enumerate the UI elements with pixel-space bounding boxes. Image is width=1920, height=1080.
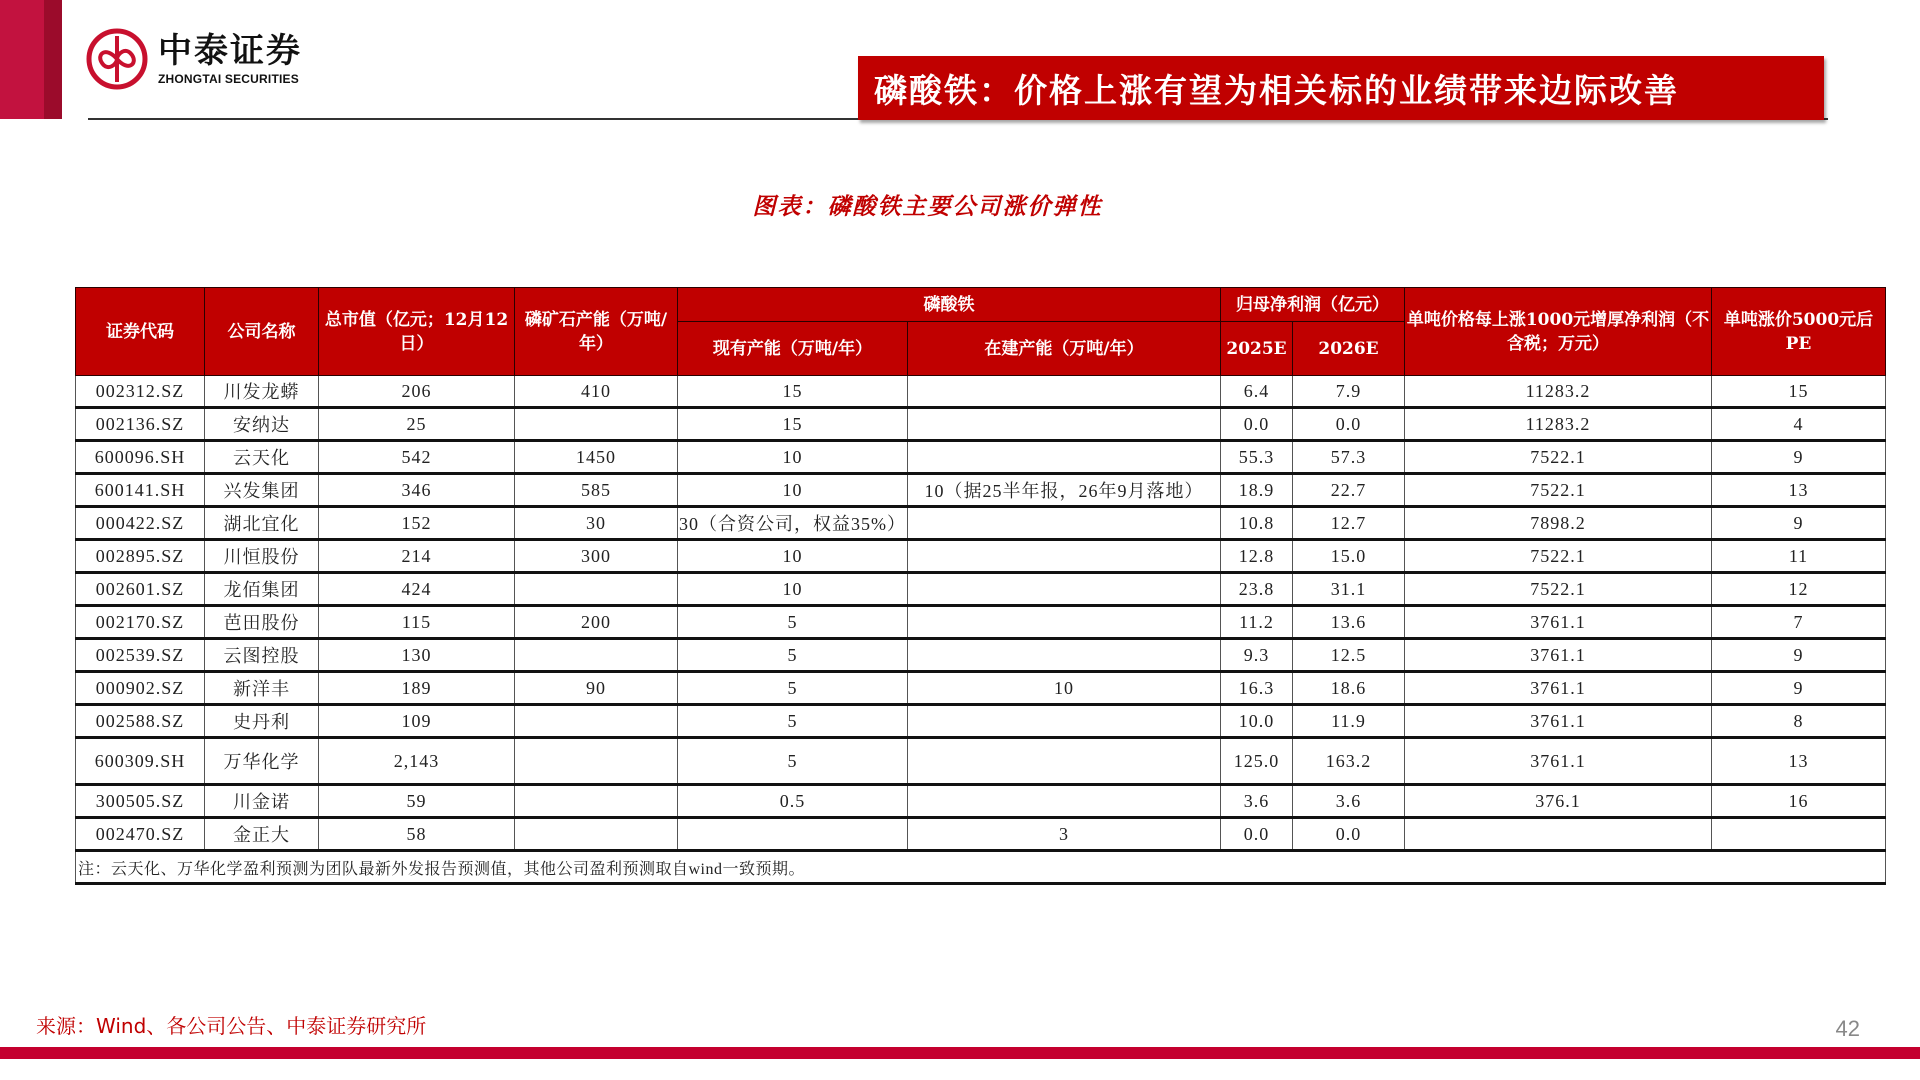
cell-ore-capacity (515, 818, 678, 851)
table-row (76, 408, 1886, 441)
cell-ore-capacity (515, 408, 678, 441)
cell-profit-2025: 23.8 (1221, 573, 1293, 606)
cell-pe-after: 8 (1712, 705, 1886, 738)
cell-profit-2025: 16.3 (1221, 672, 1293, 705)
cell-name: 金正大 (205, 818, 319, 851)
table-row (76, 606, 1886, 639)
cell-profit-2026: 31.1 (1293, 573, 1405, 606)
header-fepo4-building: 在建产能（万吨/年） (908, 322, 1221, 376)
table-row (76, 441, 1886, 474)
cell-pe-after: 12 (1712, 573, 1886, 606)
cell-code: 002170.SZ (76, 606, 205, 639)
slide-title: 磷酸铁：价格上涨有望为相关标的业绩带来边际改善 (874, 70, 1679, 110)
cell-profit-increase: 11283.2 (1405, 376, 1712, 408)
cell-name: 新洋丰 (205, 672, 319, 705)
cell-profit-2026: 12.7 (1293, 507, 1405, 540)
table-note-row (76, 851, 1886, 884)
cell-profit-2025: 0.0 (1221, 818, 1293, 851)
cell-pe-after: 9 (1712, 441, 1886, 474)
cell-pe-after (1712, 818, 1886, 851)
cell-name: 云天化 (205, 441, 319, 474)
cell-code: 000902.SZ (76, 672, 205, 705)
cell-profit-increase: 7522.1 (1405, 474, 1712, 507)
cell-fepo4-existing: 15 (678, 408, 908, 441)
cell-name: 川恒股份 (205, 540, 319, 573)
cell-name: 龙佰集团 (205, 573, 319, 606)
cell-name: 史丹利 (205, 705, 319, 738)
header-code: 证券代码 (76, 288, 205, 376)
cell-market-cap: 424 (319, 573, 515, 606)
cell-market-cap: 542 (319, 441, 515, 474)
cell-name: 万华化学 (205, 738, 319, 785)
cell-profit-increase: 3761.1 (1405, 606, 1712, 639)
header-name: 公司名称 (205, 288, 319, 376)
cell-fepo4-building: 3 (908, 818, 1221, 851)
header-profit-group: 归母净利润（亿元） (1221, 288, 1405, 322)
cell-market-cap: 59 (319, 785, 515, 818)
brand-logo (86, 28, 302, 90)
header-market-cap: 总市值（亿元；12月12日） (319, 288, 515, 376)
cell-fepo4-building (908, 738, 1221, 785)
brand-name-cn: 中泰证券 (158, 31, 302, 71)
cell-profit-increase (1405, 818, 1712, 851)
table-row (76, 474, 1886, 507)
cell-fepo4-existing: 5 (678, 705, 908, 738)
cell-pe-after: 11 (1712, 540, 1886, 573)
cell-fepo4-existing: 5 (678, 639, 908, 672)
cell-profit-increase: 7898.2 (1405, 507, 1712, 540)
cell-fepo4-building (908, 540, 1221, 573)
table-row (76, 818, 1886, 851)
table-row (76, 785, 1886, 818)
cell-name: 湖北宜化 (205, 507, 319, 540)
cell-profit-increase: 3761.1 (1405, 705, 1712, 738)
cell-ore-capacity: 30 (515, 507, 678, 540)
table-row (76, 507, 1886, 540)
cell-code: 000422.SZ (76, 507, 205, 540)
table-row (76, 639, 1886, 672)
cell-profit-2026: 15.0 (1293, 540, 1405, 573)
header-fepo4-group: 磷酸铁 (678, 288, 1221, 322)
cell-market-cap: 152 (319, 507, 515, 540)
cell-profit-increase: 11283.2 (1405, 408, 1712, 441)
cell-profit-2025: 11.2 (1221, 606, 1293, 639)
cell-fepo4-building (908, 606, 1221, 639)
cell-fepo4-existing: 0.5 (678, 785, 908, 818)
cell-ore-capacity: 1450 (515, 441, 678, 474)
cell-market-cap: 206 (319, 376, 515, 408)
cell-profit-2026: 0.0 (1293, 408, 1405, 441)
cell-market-cap: 214 (319, 540, 515, 573)
cell-ore-capacity (515, 705, 678, 738)
cell-profit-2025: 12.8 (1221, 540, 1293, 573)
zhongtai-logo-icon (86, 28, 148, 90)
cell-fepo4-building (908, 573, 1221, 606)
cell-fepo4-building (908, 376, 1221, 408)
cell-pe-after: 7 (1712, 606, 1886, 639)
cell-pe-after: 9 (1712, 639, 1886, 672)
cell-code: 002895.SZ (76, 540, 205, 573)
cell-profit-2025: 6.4 (1221, 376, 1293, 408)
cell-ore-capacity: 300 (515, 540, 678, 573)
cell-fepo4-existing: 10 (678, 474, 908, 507)
header-pe-after: 单吨涨价5000元后PE (1712, 288, 1886, 376)
cell-fepo4-building: 10 (908, 672, 1221, 705)
cell-ore-capacity: 90 (515, 672, 678, 705)
cell-profit-2026: 11.9 (1293, 705, 1405, 738)
cell-ore-capacity: 410 (515, 376, 678, 408)
cell-profit-2026: 18.6 (1293, 672, 1405, 705)
table-row (76, 705, 1886, 738)
footer-bar (0, 1047, 1920, 1059)
cell-ore-capacity: 200 (515, 606, 678, 639)
cell-code: 002601.SZ (76, 573, 205, 606)
cell-profit-increase: 3761.1 (1405, 672, 1712, 705)
cell-fepo4-existing: 5 (678, 672, 908, 705)
cell-name: 安纳达 (205, 408, 319, 441)
cell-code: 300505.SZ (76, 785, 205, 818)
header-profit-increase: 单吨价格每上涨1000元增厚净利润（不含税；万元） (1405, 288, 1712, 376)
cell-pe-after: 4 (1712, 408, 1886, 441)
cell-pe-after: 13 (1712, 738, 1886, 785)
cell-code: 002539.SZ (76, 639, 205, 672)
table-row (76, 376, 1886, 408)
figure-caption: 图表：磷酸铁主要公司涨价弹性 (752, 194, 1103, 220)
cell-code: 600141.SH (76, 474, 205, 507)
cell-fepo4-existing: 5 (678, 606, 908, 639)
header-fepo4-existing: 现有产能（万吨/年） (678, 322, 908, 376)
header-profit-2025: 2025E (1221, 322, 1293, 376)
cell-profit-2026: 12.5 (1293, 639, 1405, 672)
cell-market-cap: 2,143 (319, 738, 515, 785)
brand-name-en: ZHONGTAI SECURITIES (158, 72, 299, 86)
cell-profit-2025: 10.0 (1221, 705, 1293, 738)
header-ore-capacity: 磷矿石产能（万吨/年） (515, 288, 678, 376)
cell-market-cap: 130 (319, 639, 515, 672)
cell-code: 002312.SZ (76, 376, 205, 408)
cell-fepo4-existing: 5 (678, 738, 908, 785)
cell-pe-after: 9 (1712, 672, 1886, 705)
cell-profit-2026: 163.2 (1293, 738, 1405, 785)
cell-profit-2025: 0.0 (1221, 408, 1293, 441)
cell-market-cap: 109 (319, 705, 515, 738)
cell-profit-2025: 9.3 (1221, 639, 1293, 672)
cell-fepo4-existing: 10 (678, 441, 908, 474)
cell-code: 002588.SZ (76, 705, 205, 738)
cell-profit-increase: 7522.1 (1405, 441, 1712, 474)
side-accent-bar (0, 0, 44, 119)
cell-ore-capacity (515, 639, 678, 672)
cell-fepo4-building (908, 639, 1221, 672)
cell-market-cap: 346 (319, 474, 515, 507)
cell-profit-increase: 7522.1 (1405, 573, 1712, 606)
cell-code: 600309.SH (76, 738, 205, 785)
cell-market-cap: 115 (319, 606, 515, 639)
cell-fepo4-building (908, 705, 1221, 738)
cell-name: 川发龙蟒 (205, 376, 319, 408)
table-row (76, 738, 1886, 785)
cell-ore-capacity: 585 (515, 474, 678, 507)
cell-profit-2026: 22.7 (1293, 474, 1405, 507)
cell-code: 002470.SZ (76, 818, 205, 851)
cell-market-cap: 58 (319, 818, 515, 851)
slide-title-banner (858, 56, 1824, 120)
cell-profit-2025: 18.9 (1221, 474, 1293, 507)
cell-profit-increase: 3761.1 (1405, 639, 1712, 672)
page-number: 42 (1835, 1016, 1860, 1041)
cell-ore-capacity (515, 738, 678, 785)
cell-fepo4-building: 10（据25半年报，26年9月落地） (908, 474, 1221, 507)
header-profit-2026: 2026E (1293, 322, 1405, 376)
cell-code: 002136.SZ (76, 408, 205, 441)
cell-profit-2026: 57.3 (1293, 441, 1405, 474)
cell-market-cap: 25 (319, 408, 515, 441)
cell-fepo4-building (908, 785, 1221, 818)
cell-name: 兴发集团 (205, 474, 319, 507)
price-elasticity-table (75, 287, 1886, 885)
cell-fepo4-existing: 15 (678, 376, 908, 408)
cell-profit-2025: 3.6 (1221, 785, 1293, 818)
table-row (76, 540, 1886, 573)
table-row (76, 573, 1886, 606)
cell-fepo4-existing (678, 818, 908, 851)
cell-profit-2025: 125.0 (1221, 738, 1293, 785)
cell-name: 芭田股份 (205, 606, 319, 639)
cell-fepo4-existing: 30（合资公司，权益35%） (678, 507, 908, 540)
source-note: 来源：Wind、各公司公告、中泰证券研究所 (36, 1014, 427, 1038)
cell-name: 川金诺 (205, 785, 319, 818)
cell-fepo4-building (908, 507, 1221, 540)
cell-profit-2026: 0.0 (1293, 818, 1405, 851)
cell-profit-2026: 13.6 (1293, 606, 1405, 639)
cell-pe-after: 13 (1712, 474, 1886, 507)
table-row (76, 672, 1886, 705)
cell-code: 600096.SH (76, 441, 205, 474)
side-accent-bar-dark (44, 0, 62, 119)
cell-ore-capacity (515, 573, 678, 606)
cell-profit-2025: 10.8 (1221, 507, 1293, 540)
cell-name: 云图控股 (205, 639, 319, 672)
cell-pe-after: 9 (1712, 507, 1886, 540)
cell-pe-after: 15 (1712, 376, 1886, 408)
cell-fepo4-existing: 10 (678, 540, 908, 573)
table-note: 注：云天化、万华化学盈利预测为团队最新外发报告预测值，其他公司盈利预测取自wind一致预期。 (76, 851, 1886, 884)
cell-profit-2026: 3.6 (1293, 785, 1405, 818)
cell-fepo4-building (908, 408, 1221, 441)
cell-market-cap: 189 (319, 672, 515, 705)
cell-profit-2026: 7.9 (1293, 376, 1405, 408)
cell-profit-2025: 55.3 (1221, 441, 1293, 474)
cell-profit-increase: 3761.1 (1405, 738, 1712, 785)
cell-profit-increase: 376.1 (1405, 785, 1712, 818)
cell-fepo4-building (908, 441, 1221, 474)
cell-profit-increase: 7522.1 (1405, 540, 1712, 573)
cell-fepo4-existing: 10 (678, 573, 908, 606)
cell-pe-after: 16 (1712, 785, 1886, 818)
cell-ore-capacity (515, 785, 678, 818)
